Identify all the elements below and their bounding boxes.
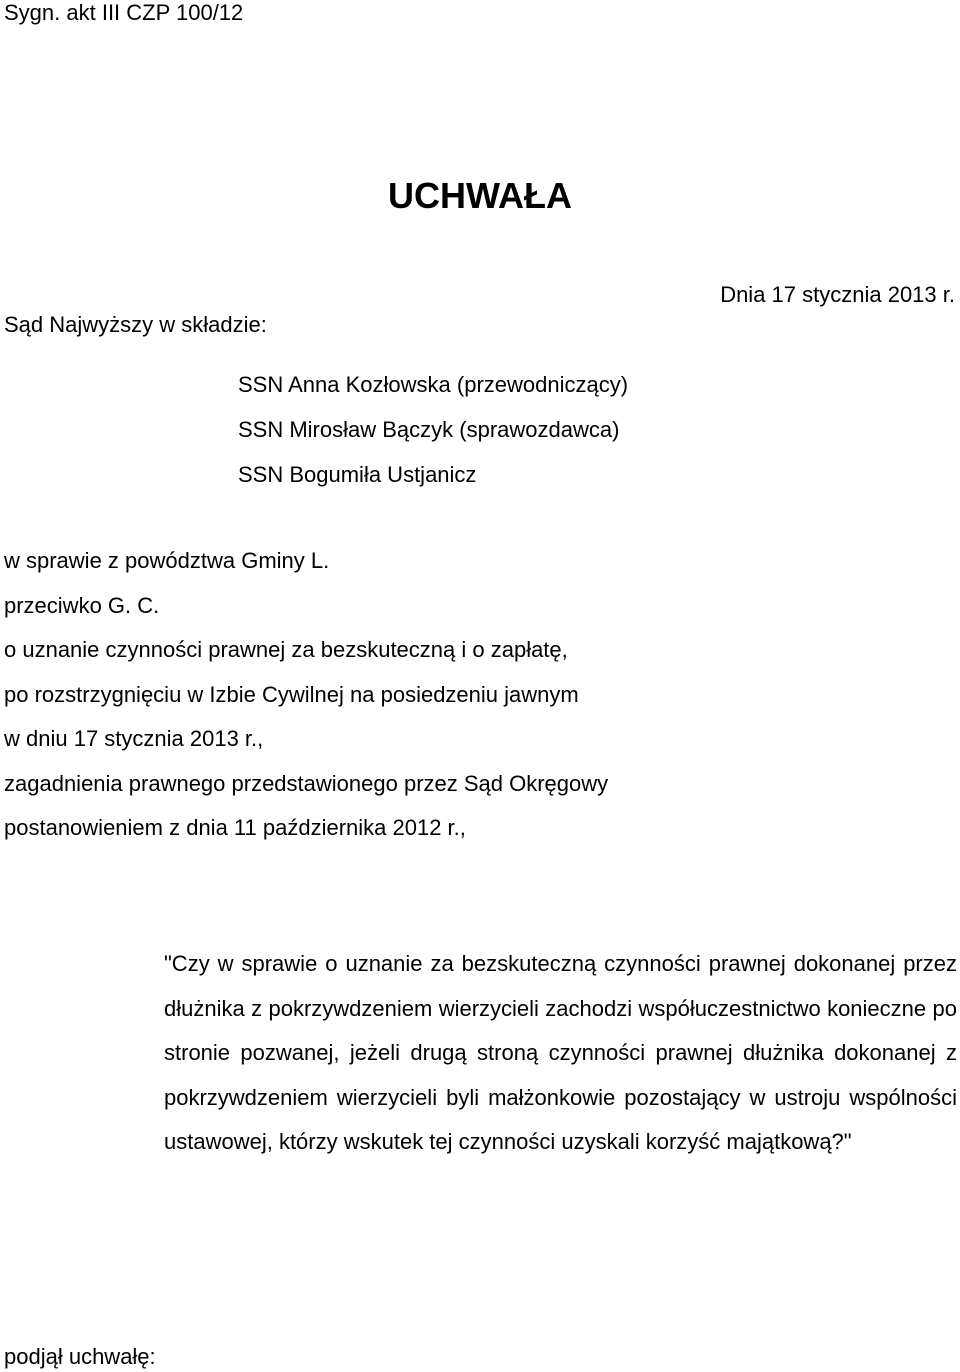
judge-member: SSN Bogumiła Ustjanicz bbox=[238, 462, 477, 487]
case-line: w sprawie z powództwa Gminy L. bbox=[4, 548, 330, 573]
case-line: o uznanie czynności prawnej za bezskuteczną i o zapłatę, bbox=[4, 637, 568, 662]
case-line: postanowieniem z dnia 11 października 2012 r., bbox=[4, 815, 466, 840]
court-composition bbox=[238, 374, 628, 509]
resolution-closing: podjął uchwałę: bbox=[4, 1344, 156, 1369]
case-line: po rozstrzygnięciu w Izbie Cywilnej na posiedzeniu jawnym bbox=[4, 681, 579, 707]
court-composition-label: Sąd Najwyższy w składzie: bbox=[4, 312, 267, 337]
case-line: zagadnienia prawnego przedstawionego przez Sąd Okręgowy bbox=[4, 770, 609, 796]
document-title: UCHWAŁA bbox=[388, 175, 572, 216]
judge-rapporteur: SSN Mirosław Bączyk (sprawozdawca) bbox=[238, 417, 620, 442]
judge-presiding: SSN Anna Kozłowska (przewodniczący) bbox=[238, 372, 629, 397]
case-line: w dniu 17 stycznia 2013 r., bbox=[4, 726, 264, 751]
case-signature: Sygn. akt III CZP 100/12 bbox=[4, 0, 244, 25]
case-line: przeciwko G. C. bbox=[4, 592, 160, 618]
document-date: Dnia 17 stycznia 2013 r. bbox=[720, 282, 955, 307]
case-description bbox=[4, 550, 608, 862]
legal-question: "Czy w sprawie o uznanie za bezskuteczną czynności prawnej dokonanej przez dłużnika z pokrzywdzeniem wierzycieli zachodzi współuczestnictwo konieczne po stronie pozwanej, jeżeli drugą stroną czynności prawnej dłużnika dokonanej z pokrzywdzeniem wierzycieli byli małżonkowie pozostający w ustroju wspólności ustawowej, którzy wskutek tej czynności uzyskali korzyść majątkową?" bbox=[164, 951, 957, 1154]
